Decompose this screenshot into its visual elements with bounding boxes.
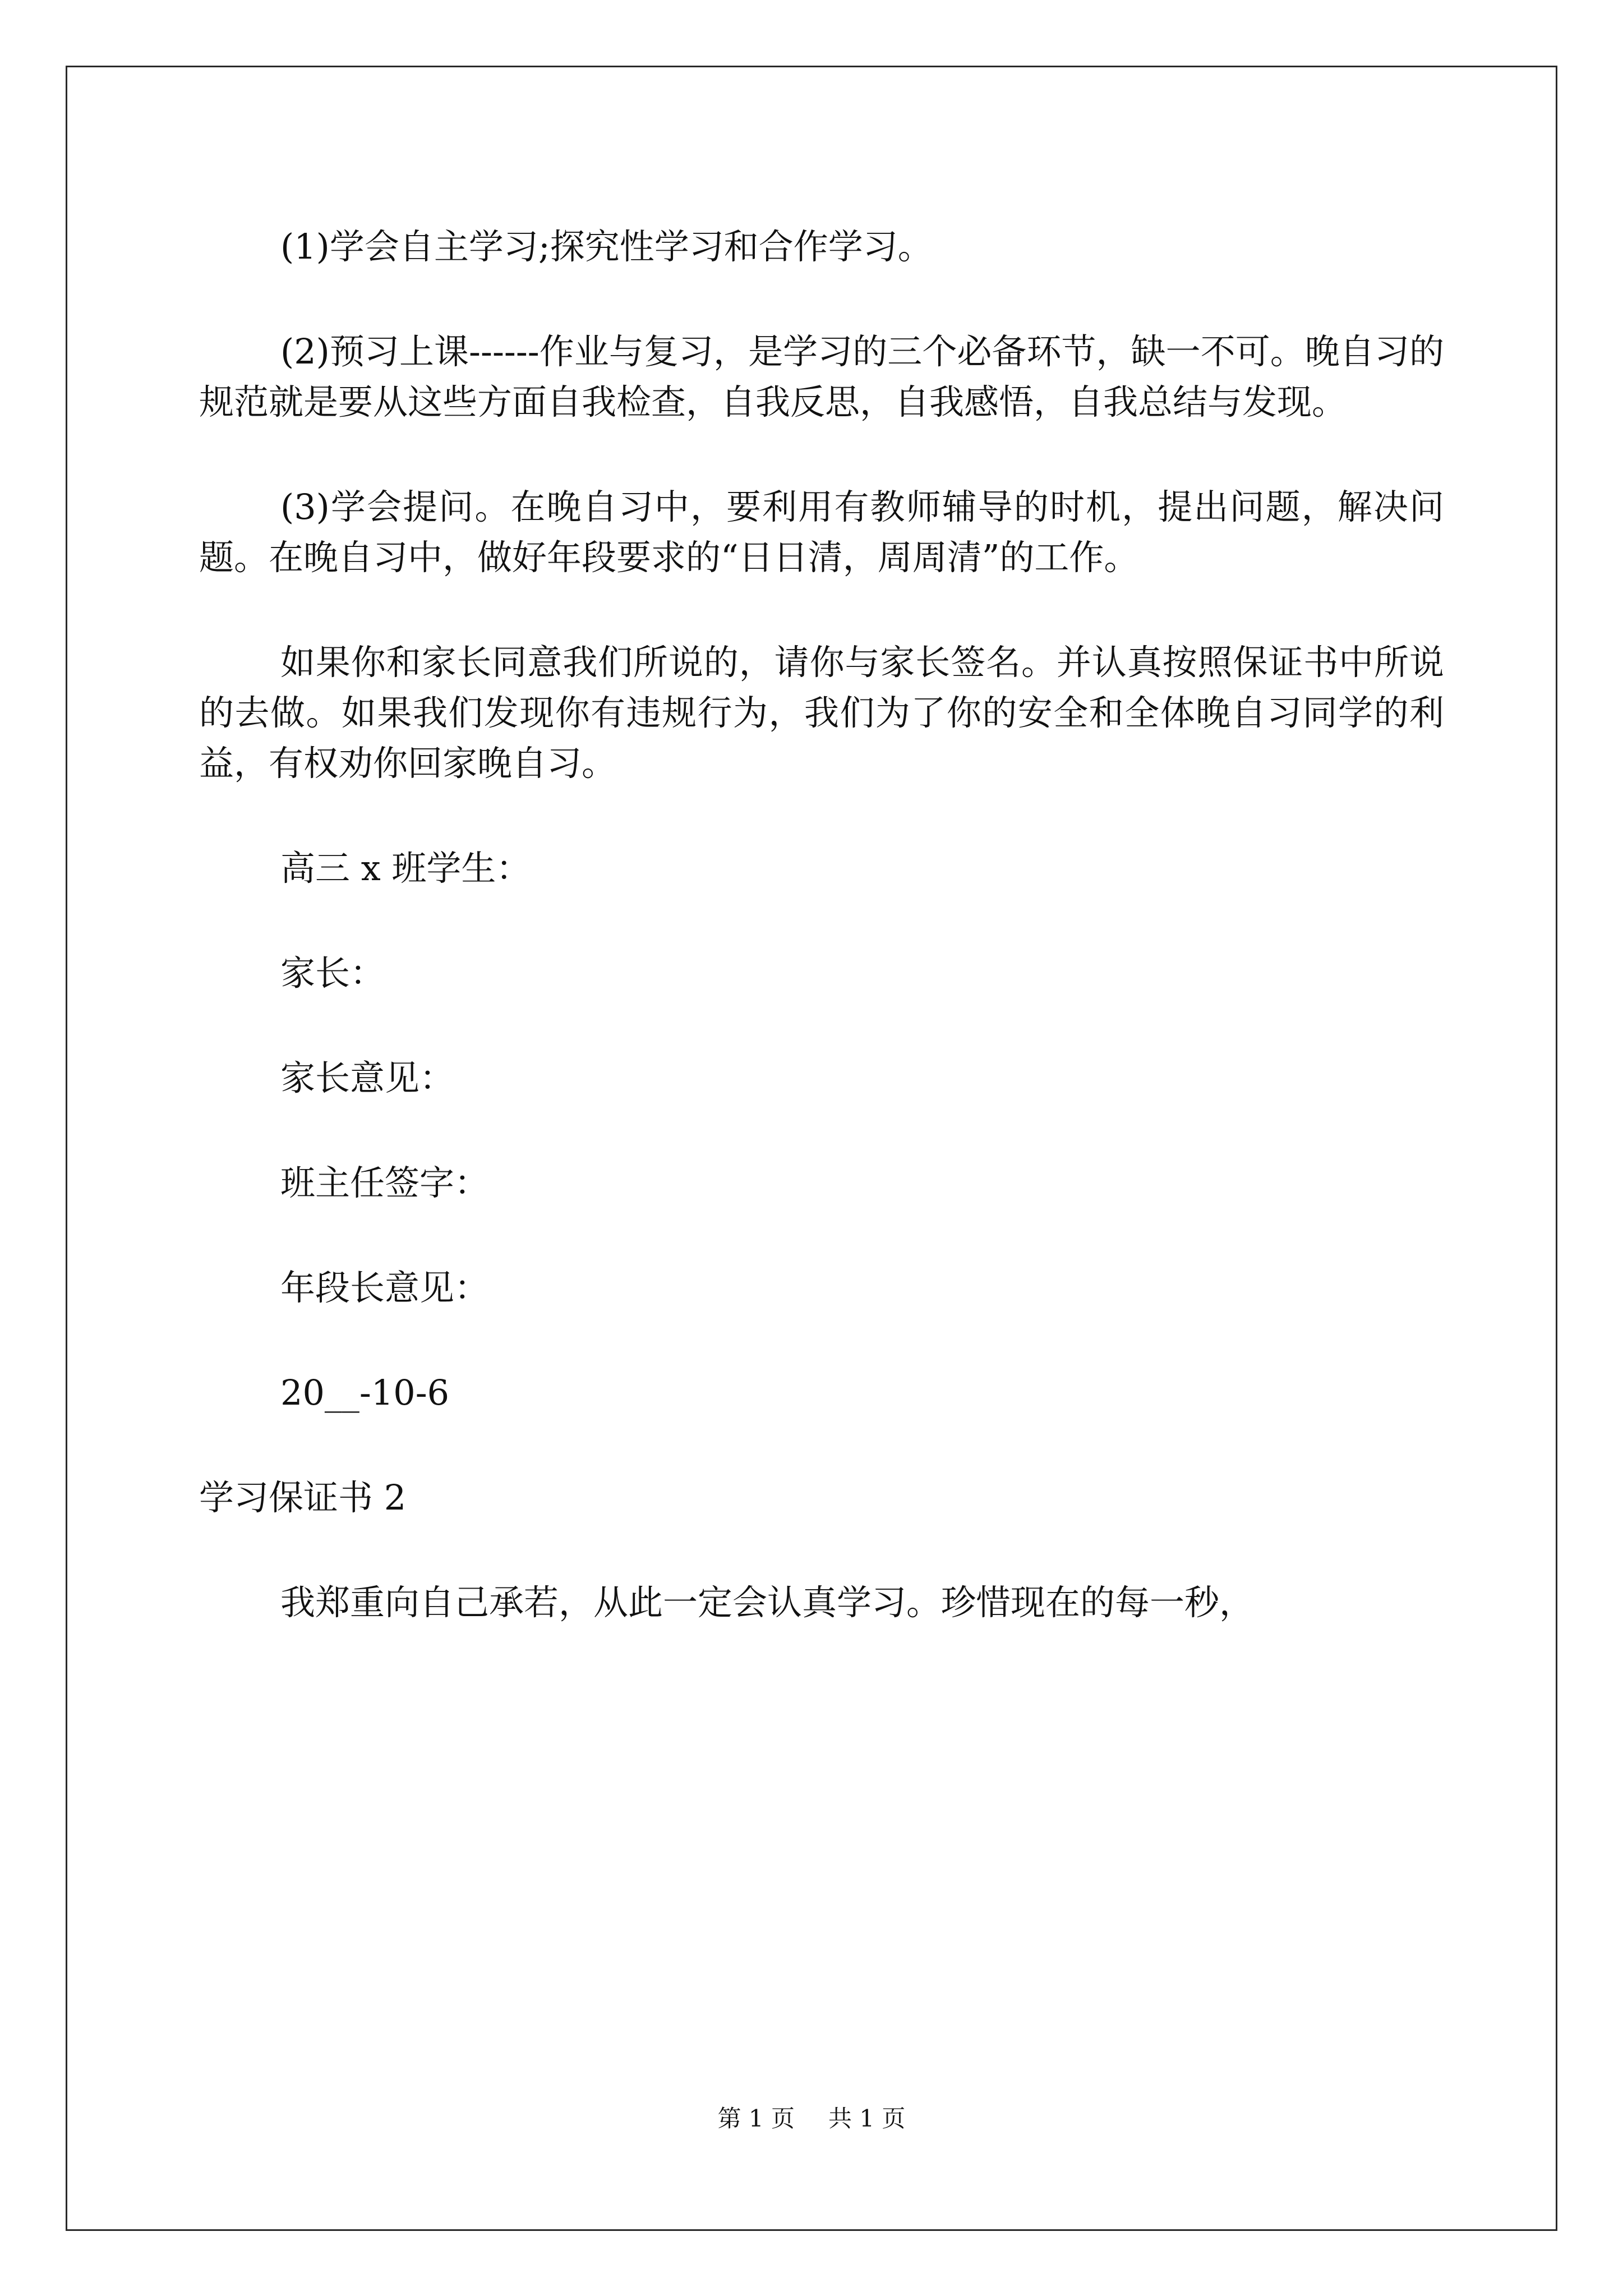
document-body [199, 222, 1444, 1682]
section-2-title: 学习保证书 2 [199, 1477, 407, 1518]
page-footer [0, 2105, 1623, 2133]
page-total: 共 1 页 [828, 2105, 906, 2132]
section-2-paragraph-1: 我郑重向自己承若，从此一定会认真学习。珍惜现在的每一秒， [280, 1582, 1255, 1623]
parent-opinion-field: 家长意见： [280, 1057, 455, 1098]
parent-field: 家长： [280, 953, 385, 993]
paragraph-4: 如果你和家长同意我们所说的，请你与家长签名。并认真按照保证书中所说的去做。如果我们发现你有违规行为，我们为了你的安全和全体晚自习同学的利益，有权劝你回家晚自习。 [199, 642, 1444, 784]
paragraph-2: (2)预习上课------作业与复习，是学习的三个必备环节，缺一不可。晚自习的规范就是要从这些方面自我检查，自我反思，自我感悟，自我总结与发现。 [199, 331, 1444, 422]
grade-leader-opinion-field: 年段长意见： [280, 1267, 490, 1308]
date-field: 20__-10-6 [280, 1372, 450, 1413]
paragraph-3: (3)学会提问。在晚自习中，要利用有教师辅导的时机，提出问题，解决问题。在晚自习中，做好年段要求的“日日清，周周清”的工作。 [199, 486, 1444, 578]
teacher-signature-field: 班主任签字： [280, 1162, 490, 1203]
paragraph-1: (1)学会自主学习;探究性学习和合作学习。 [280, 226, 933, 267]
student-field: 高三 x 班学生： [280, 848, 531, 889]
page-number: 第 1 页 [717, 2105, 795, 2132]
